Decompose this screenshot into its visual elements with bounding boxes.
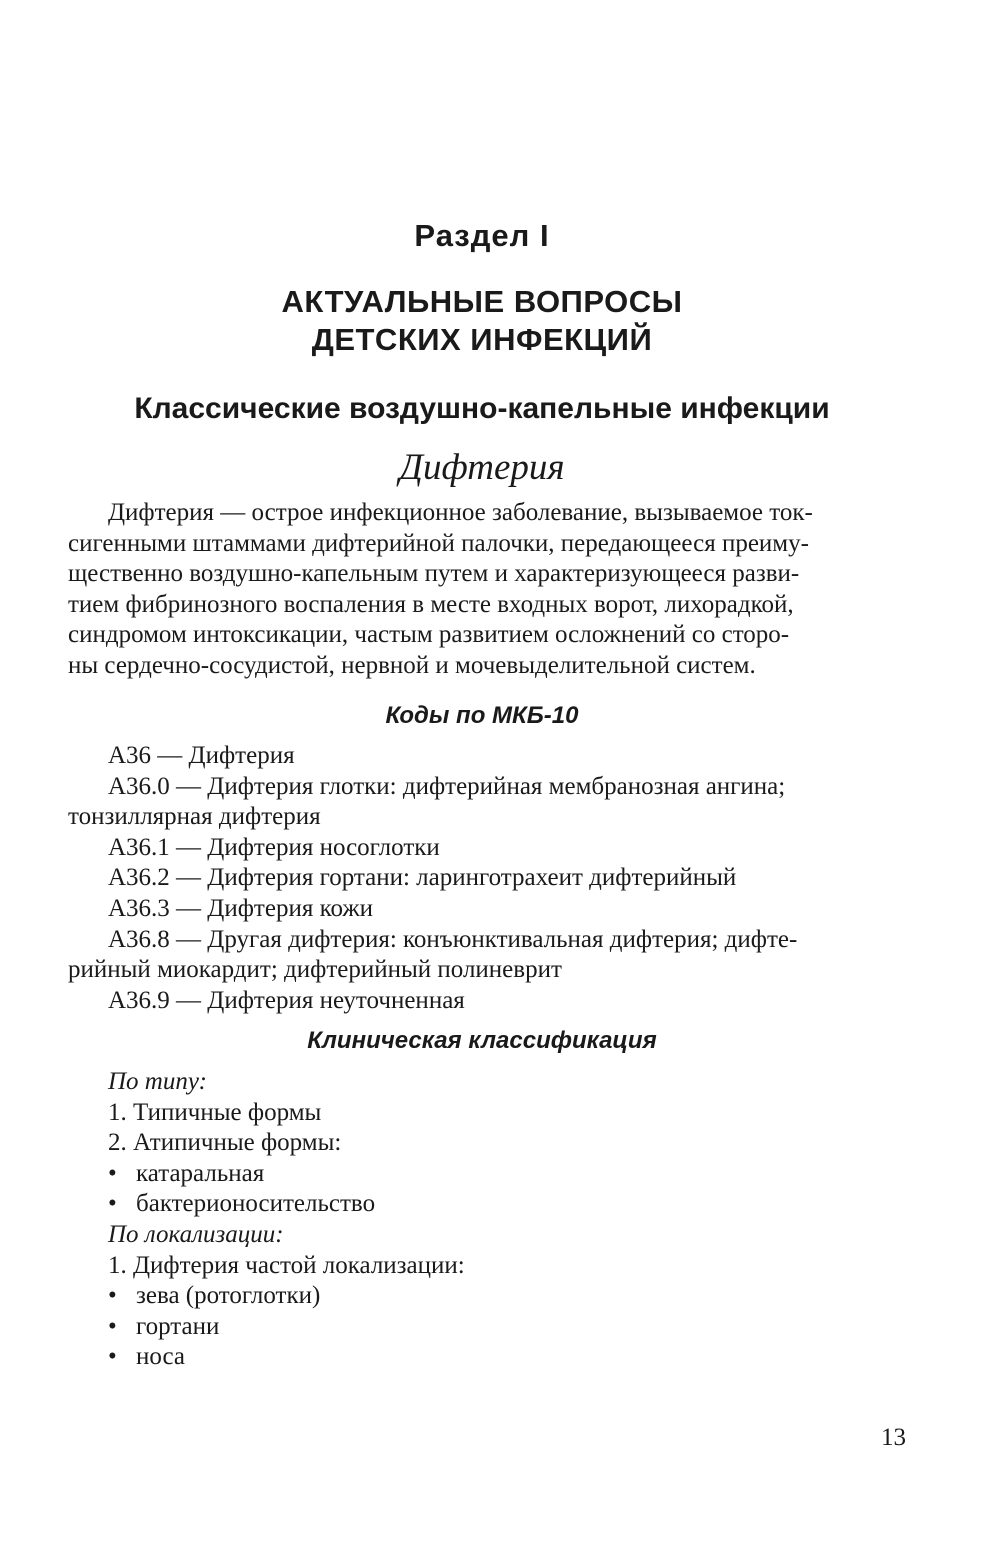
classification-heading: Клиническая классификация (307, 1027, 657, 1054)
bullet-item (68, 1189, 904, 1220)
code-entry (68, 894, 904, 925)
code-entry (68, 741, 904, 772)
bullet-text: зева (ротоглотки) (136, 1282, 321, 1310)
bullet-text: катаральная (136, 1159, 265, 1187)
part-title-line: АКТУАЛЬНЫЕ ВОПРОСЫ (281, 284, 683, 319)
section-label: Раздел I (414, 218, 550, 253)
by-location-label: По локализации: (108, 1220, 284, 1248)
code-entry (68, 833, 904, 864)
intro-line: щественно воздушно-капельным путем и характеризующееся разви- (68, 560, 800, 588)
location-item: 1. Дифтерия частой локализации: (108, 1251, 465, 1279)
bullet-icon: • (108, 1190, 117, 1218)
bullet-item (68, 1312, 904, 1343)
code-entry (68, 986, 904, 1017)
bullet-text: бактерионосительство (136, 1190, 376, 1218)
part-title (0, 283, 964, 359)
bullet-text: гортани (136, 1312, 220, 1340)
code-entry-line: А36.3 — Дифтерия кожи (108, 894, 373, 922)
bullet-item (68, 1281, 904, 1312)
icd-codes-list (68, 741, 904, 1016)
part-title-line: ДЕТСКИХ ИНФЕКЦИЙ (311, 322, 653, 357)
code-entry-line: тонзиллярная дифтерия (68, 803, 321, 831)
code-entry-line: А36.8 — Другая дифтерия: конъюнктивальная дифтерия; дифте- (108, 925, 798, 953)
intro-line: синдромом интоксикации, частым развитием осложнений со сторо- (68, 621, 790, 649)
code-entry (68, 925, 904, 986)
intro-line: сигенными штаммами дифтерийной палочки, передающееся преиму- (68, 529, 809, 557)
bullet-icon: • (108, 1159, 117, 1187)
type-item: 2. Атипичные формы: (108, 1129, 342, 1157)
intro-line: Дифтерия — острое инфекционное заболевание, вызываемое ток- (108, 499, 813, 526)
bullet-item (68, 1159, 904, 1190)
code-entry-line: А36.9 — Дифтерия неуточненная (108, 986, 465, 1014)
bullet-icon: • (108, 1282, 117, 1310)
code-entry (68, 772, 904, 833)
icd-codes-heading: Коды по МКБ-10 (385, 702, 579, 729)
intro-line: тием фибринозного воспаления в месте входных ворот, лихорадкой, (68, 590, 794, 618)
intro-paragraph (68, 498, 904, 682)
bullet-icon: • (108, 1312, 117, 1340)
topic-title: Дифтерия (399, 447, 565, 488)
type-item: 1. Типичные формы (108, 1098, 322, 1126)
page-number: 13 (881, 1424, 906, 1451)
chapter-title: Классические воздушно-капельные инфекции (134, 392, 830, 425)
code-entry-line: А36.0 — Дифтерия глотки: дифтерийная мембранозная ангина; (108, 772, 786, 800)
bullet-item (68, 1342, 904, 1373)
bullet-icon: • (108, 1343, 117, 1371)
bullet-text: носа (136, 1343, 185, 1371)
by-type-label: По типу: (108, 1068, 207, 1095)
code-entry-line: А36.2 — Дифтерия гортани: ларинготрахеит дифтерийный (108, 864, 737, 892)
classification-list (68, 1067, 904, 1373)
code-entry (68, 863, 904, 894)
intro-line: ны сердечно-сосудистой, нервной и мочевыделительной систем. (68, 651, 756, 679)
code-entry-line: рийный миокардит; дифтерийный полиневрит (68, 956, 562, 984)
code-entry-line: А36.1 — Дифтерия носоглотки (108, 833, 440, 861)
code-entry-line: А36 — Дифтерия (108, 742, 295, 769)
